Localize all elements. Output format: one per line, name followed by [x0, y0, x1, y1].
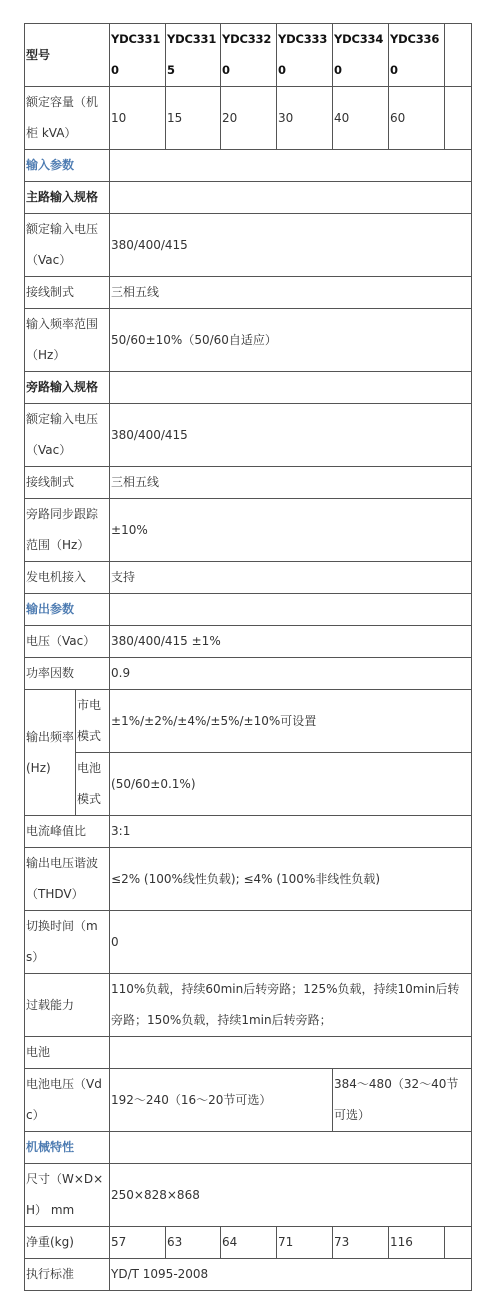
- row-value: 192～240（16～20节可选）: [110, 1069, 333, 1132]
- empty-cell: [110, 1037, 472, 1069]
- empty-cell: [110, 1132, 472, 1164]
- weight-value: 116: [389, 1227, 445, 1259]
- model-cell: YDC3320: [221, 24, 277, 87]
- input-section-title: 输入参数: [25, 150, 110, 182]
- row-label: 发电机接入: [25, 562, 110, 594]
- empty-cell: [445, 24, 472, 87]
- spec-row: [25, 1164, 472, 1227]
- row-value: 384～480（32～40节可选）: [333, 1069, 472, 1132]
- spec-row: [25, 214, 472, 277]
- capacity-row: [25, 87, 472, 150]
- row-value: 支持: [110, 562, 472, 594]
- weight-value: 63: [166, 1227, 221, 1259]
- row-label: 额定输入电压（Vac）: [25, 214, 110, 277]
- row-value: 50/60±10%（50/60自适应）: [110, 309, 472, 372]
- spec-row: [25, 911, 472, 974]
- row-label: 尺寸（W×D×H） mm: [25, 1164, 110, 1227]
- model-row: [25, 24, 472, 87]
- empty-cell: [445, 1227, 472, 1259]
- capacity-value: 60: [389, 87, 445, 150]
- empty-cell: [110, 150, 472, 182]
- row-label: 净重(kg): [25, 1227, 110, 1259]
- row-value: 380/400/415 ±1%: [110, 626, 472, 658]
- weight-value: 57: [110, 1227, 166, 1259]
- spec-table-container: [24, 23, 472, 1291]
- spec-row: [25, 690, 472, 753]
- row-value: ±10%: [110, 499, 472, 562]
- capacity-value: 15: [166, 87, 221, 150]
- row-label: 输出电压谐波（THDV）: [25, 848, 110, 911]
- mechanical-section-title: 机械特性: [25, 1132, 110, 1164]
- weight-row: [25, 1227, 472, 1259]
- section-row: [25, 1132, 472, 1164]
- row-value: 250×828×868: [110, 1164, 472, 1227]
- spec-row: [25, 467, 472, 499]
- row-label: 电压（Vac）: [25, 626, 110, 658]
- spec-table: [24, 23, 472, 1291]
- empty-cell: [110, 182, 472, 214]
- subsection-row: [25, 182, 472, 214]
- row-label: 功率因数: [25, 658, 110, 690]
- capacity-value: 40: [333, 87, 389, 150]
- row-value: 110%负载，持续60min后转旁路；125%负载，持续10min后转旁路；150%负载，持续1min后转旁路；: [110, 974, 472, 1037]
- row-value: YD/T 1095-2008: [110, 1259, 472, 1291]
- row-label: 电池电压（Vdc）: [25, 1069, 110, 1132]
- row-value: 三相五线: [110, 277, 472, 309]
- subsection-row: [25, 372, 472, 404]
- model-cell: YDC3340: [333, 24, 389, 87]
- model-cell: YDC3315: [166, 24, 221, 87]
- spec-row: [25, 658, 472, 690]
- row-label: 输入频率范围（Hz）: [25, 309, 110, 372]
- output-freq-label: 输出频率 (Hz): [25, 690, 76, 816]
- row-value: 380/400/415: [110, 214, 472, 277]
- capacity-value: 10: [110, 87, 166, 150]
- row-value: 3:1: [110, 816, 472, 848]
- spec-row: [25, 277, 472, 309]
- battery-section-title: 电池: [25, 1037, 110, 1069]
- row-label: 执行标准: [25, 1259, 110, 1291]
- row-value: ≤2% (100%线性负载); ≤4% (100%非线性负载): [110, 848, 472, 911]
- main-input-title: 主路输入规格: [25, 182, 110, 214]
- output-section-title: 输出参数: [25, 594, 110, 626]
- weight-value: 73: [333, 1227, 389, 1259]
- capacity-value: 30: [277, 87, 333, 150]
- model-cell: YDC3330: [277, 24, 333, 87]
- row-value: 0: [110, 911, 472, 974]
- spec-row: [25, 816, 472, 848]
- empty-cell: [445, 87, 472, 150]
- spec-row: [25, 753, 472, 816]
- empty-cell: [110, 372, 472, 404]
- spec-row: [25, 404, 472, 467]
- weight-value: 64: [221, 1227, 277, 1259]
- row-label: 过载能力: [25, 974, 110, 1037]
- row-value: (50/60±0.1%): [110, 753, 472, 816]
- row-label: 切换时间（ms）: [25, 911, 110, 974]
- spec-row: [25, 499, 472, 562]
- battery-mode-label: 电池模式: [76, 753, 110, 816]
- model-cell: YDC3310: [110, 24, 166, 87]
- mains-mode-label: 市电模式: [76, 690, 110, 753]
- spec-row: [25, 626, 472, 658]
- row-value: 380/400/415: [110, 404, 472, 467]
- row-label: 接线制式: [25, 277, 110, 309]
- row-value: 0.9: [110, 658, 472, 690]
- model-header: 型号: [25, 24, 110, 87]
- spec-row: [25, 562, 472, 594]
- row-label: 额定输入电压（Vac）: [25, 404, 110, 467]
- section-row: [25, 150, 472, 182]
- section-row: [25, 594, 472, 626]
- spec-row: [25, 1259, 472, 1291]
- row-label: 电流峰值比: [25, 816, 110, 848]
- row-value: ±1%/±2%/±4%/±5%/±10%可设置: [110, 690, 472, 753]
- bypass-input-title: 旁路输入规格: [25, 372, 110, 404]
- spec-row: [25, 309, 472, 372]
- capacity-value: 20: [221, 87, 277, 150]
- row-label: 接线制式: [25, 467, 110, 499]
- row-label: 旁路同步跟踪范围（Hz）: [25, 499, 110, 562]
- spec-row: [25, 1069, 472, 1132]
- empty-cell: [110, 594, 472, 626]
- model-cell: YDC3360: [389, 24, 445, 87]
- spec-row: [25, 848, 472, 911]
- capacity-label: 额定容量（机柜 kVA）: [25, 87, 110, 150]
- weight-value: 71: [277, 1227, 333, 1259]
- row-value: 三相五线: [110, 467, 472, 499]
- section-row: [25, 1037, 472, 1069]
- spec-row: [25, 974, 472, 1037]
